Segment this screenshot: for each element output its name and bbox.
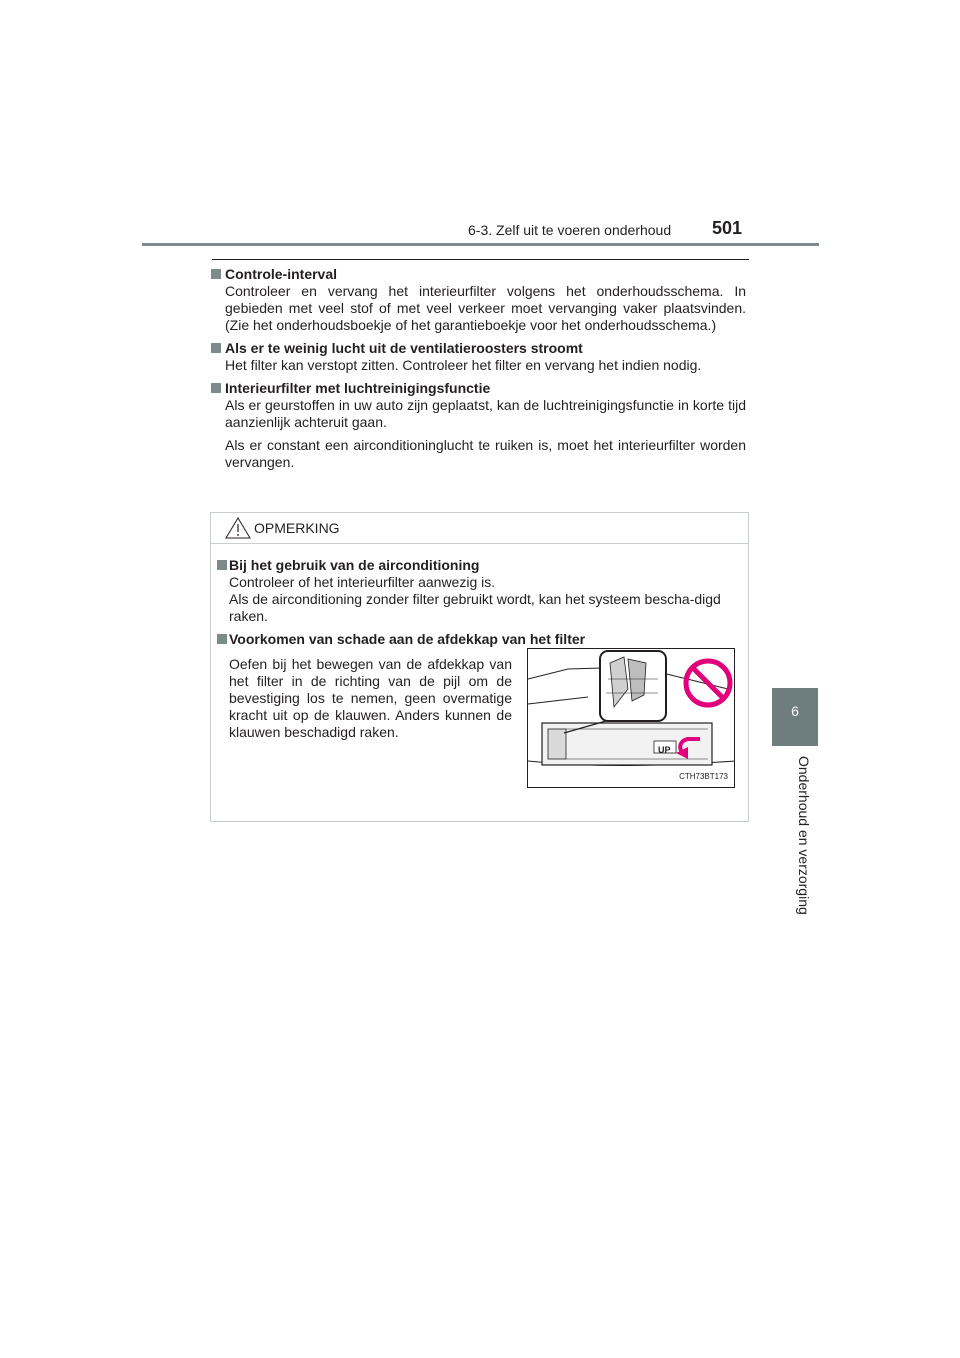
- page-number: 501: [712, 218, 743, 238]
- section-title: Interieurfilter met luchtreinigingsfunctie: [225, 380, 491, 396]
- notice-item-afdekkap: [217, 631, 745, 798]
- chapter-number: 6: [791, 703, 799, 719]
- chapter-title: Onderhoud en verzorging: [796, 756, 812, 915]
- warning-triangle-icon: [225, 517, 251, 539]
- notice-header: [211, 513, 748, 544]
- notice-item-airconditioning: [217, 557, 745, 625]
- up-label: UP: [658, 745, 671, 755]
- main-content: [211, 266, 746, 477]
- notice-line: Controleer of het interieurfilter aanwezig is.: [229, 574, 496, 590]
- figure-code: CTH73BT173: [679, 772, 728, 781]
- filter-cover-illustration: [527, 648, 735, 788]
- bullet-square-icon: [211, 383, 221, 393]
- notice-title: OPMERKING: [254, 520, 340, 536]
- paragraph: Controleer en vervang het interieurfilter volgens het onderhoudsschema. In gebieden met veel stof of met veel verkeer moet vervanging vaker plaatsvinden. (Zie het onderhoudsboekje of het garantieboekje voor het onderhoudsschema.): [225, 283, 746, 333]
- paragraph: Het filter kan verstopt zitten. Controleer het filter en vervang het indien nodig.: [225, 357, 702, 373]
- header-rule: [142, 243, 819, 246]
- notice-paragraph: Oefen bij het bewegen van de afdekkap van het filter in de richting van de pijl om de bevestiging los te nemen, geen overmatige kracht uit op de klauwen. Anders kunnen de klauwen beschadigd raken.: [229, 656, 512, 740]
- section-title: Als er te weinig lucht uit de ventilatieroosters stroomt: [225, 340, 583, 356]
- bullet-square-icon: [211, 343, 221, 353]
- section-controle-interval: [211, 266, 746, 334]
- bullet-square-icon: [211, 269, 221, 279]
- notice-item-title: Bij het gebruik van de airconditioning: [229, 557, 480, 573]
- notice-line: Als de airconditioning zonder filter gebruikt wordt, kan het systeem bescha-digd raken.: [229, 591, 721, 624]
- section-title: Controle-interval: [225, 266, 338, 282]
- notice-item-title: Voorkomen van schade aan de afdekkap van het filter: [229, 631, 586, 647]
- notice-box: [210, 512, 749, 822]
- bullet-square-icon: [217, 634, 227, 644]
- paragraph: Als er constant een airconditioninglucht te ruiken is, moet het interieurfilter worden vervangen.: [225, 437, 746, 470]
- divider: [212, 259, 749, 260]
- section-luchtreiniging: [211, 380, 746, 471]
- paragraph: Als er geurstoffen in uw auto zijn geplaatst, kan de luchtreinigingsfunctie in korte tijd aanzienlijk achteruit gaan.: [225, 397, 746, 430]
- header-section-title: 6-3. Zelf uit te voeren onderhoud: [468, 222, 672, 238]
- notice-body: [217, 557, 745, 804]
- bullet-square-icon: [217, 560, 227, 570]
- section-weinig-lucht: [211, 340, 746, 374]
